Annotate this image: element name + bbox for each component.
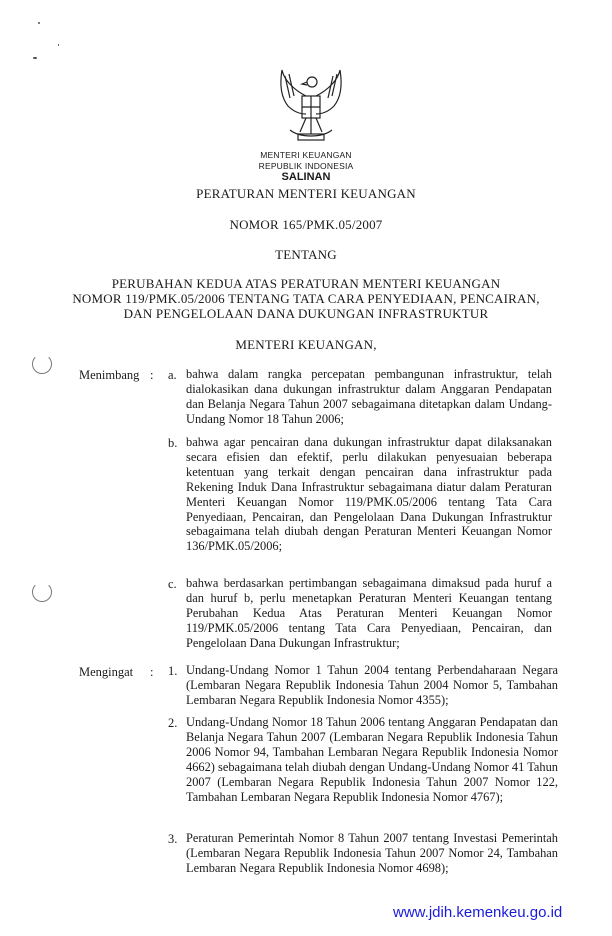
title-line-2: NOMOR 119/PMK.05/2006 TENTANG TATA CARA PENYEDIAAN, PENCAIRAN,	[72, 291, 540, 306]
menimbang-item-b: bahwa agar pencairan dana dukungan infrastruktur dapat dilaksanakan secara efisien dan efektif, perlu dilakukan penyesuaian beberapa ketentuan yang terkait dengan pencairan dana infrastruktur pada Rekening Induk Dana Infrastruktur sebagaimana diatur dalam Peraturan Menteri Keuangan Nomor 119/PMK.05/2006 tentang Tata Cara Penyediaan, Pencairan, dan Pengelolaan Dana Dukungan Infrastruktur sebagaimana telah diubah dengan Peraturan Menteri Keuangan Nomor 136/PMK.05/2006;	[186, 435, 552, 554]
scan-speck	[58, 44, 59, 46]
regulation-number: NOMOR 165/PMK.05/2007	[229, 217, 383, 232]
scan-speck	[38, 22, 40, 24]
mengingat-item-3: Peraturan Pemerintah Nomor 8 Tahun 2007 tentang Investasi Pemerintah (Lembaran Negara Republik Indonesia Tahun 2007 Nomor 24, Tambahan Lembaran Negara Republik Indonesia Nomor 4698);	[186, 831, 558, 875]
letterhead-line-1: MENTERI KEUANGAN	[260, 150, 352, 160]
mengingat-item-1: Undang-Undang Nomor 1 Tahun 2004 tentang Perbendaharaan Negara (Lembaran Negara Republik Indonesia Tahun 2004 Nomor 5, Tambahan Lembaran Negara Republik Indonesia Nomor 4355);	[186, 663, 558, 707]
menimbang-item-c: bahwa berdasarkan pertimbangan sebagaimana dimaksud pada huruf a dan huruf b, perlu menetapkan Peraturan Menteri Keuangan tentang Perubahan Kedua Atas Peraturan Menteri Keuangan Nomor 119/PMK.05/2006 tentang Tata Cara Penyediaan, Pencairan, dan Pengelolaan Dana Dukungan Infrastruktur;	[186, 576, 552, 650]
menimbang-colon: :	[150, 368, 154, 382]
document-type: PERATURAN MENTERI KEUANGAN	[196, 186, 416, 201]
item-marker: b.	[168, 436, 178, 450]
item-marker: 1.	[168, 664, 178, 678]
title-line-3: DAN PENGELOLAAN DANA DUKUNGAN INFRASTRUKTUR	[123, 306, 489, 321]
salinan-stamp: SALINAN	[281, 171, 331, 183]
punch-hole	[32, 354, 52, 374]
item-marker: c.	[168, 577, 177, 591]
menimbang-label: Menimbang	[79, 368, 140, 382]
menimbang-item-a: bahwa dalam rangka percepatan pembangunan infrastruktur, telah dialokasikan dana dukungan infrastruktur dalam Anggaran Pendapatan dan Belanja Negara Tahun 2007 sebagaimana ditetapkan dalam Undang-Undang Nomor 18 Tahun 2006;	[186, 367, 552, 426]
item-marker: 2.	[168, 716, 178, 730]
tentang-heading: TENTANG	[275, 247, 337, 262]
scan-speck	[33, 57, 37, 59]
letterhead-line-2: REPUBLIK INDONESIA	[258, 161, 354, 171]
mengingat-label: Mengingat	[79, 665, 134, 679]
issuer-heading: MENTERI KEUANGAN,	[235, 337, 377, 352]
mengingat-colon: :	[150, 665, 154, 679]
mengingat-item-2: Undang-Undang Nomor 18 Tahun 2006 tentang Anggaran Pendapatan dan Belanja Negara Tahun 2007 (Lembaran Negara Republik Indonesia Tahun 2006 Nomor 94, Tambahan Lembaran Negara Republik Indonesia Nomor 4662) sebagaimana telah diubah dengan Undang-Undang Nomor 41 Tahun 2007 (Lembaran Negara Republik Indonesia Tahun 2007 Nomor 122, Tambahan Lembaran Negara Republik Indonesia Nomor 4767);	[186, 715, 558, 804]
title-line-1: PERUBAHAN KEDUA ATAS PERATURAN MENTERI KEUANGAN	[111, 276, 501, 291]
jdih-website-link[interactable]: www.jdih.kemenkeu.go.id	[393, 904, 563, 921]
punch-hole	[32, 582, 52, 602]
garuda-emblem-icon	[276, 68, 346, 148]
item-marker: 3.	[168, 832, 178, 846]
item-marker: a.	[168, 368, 177, 382]
